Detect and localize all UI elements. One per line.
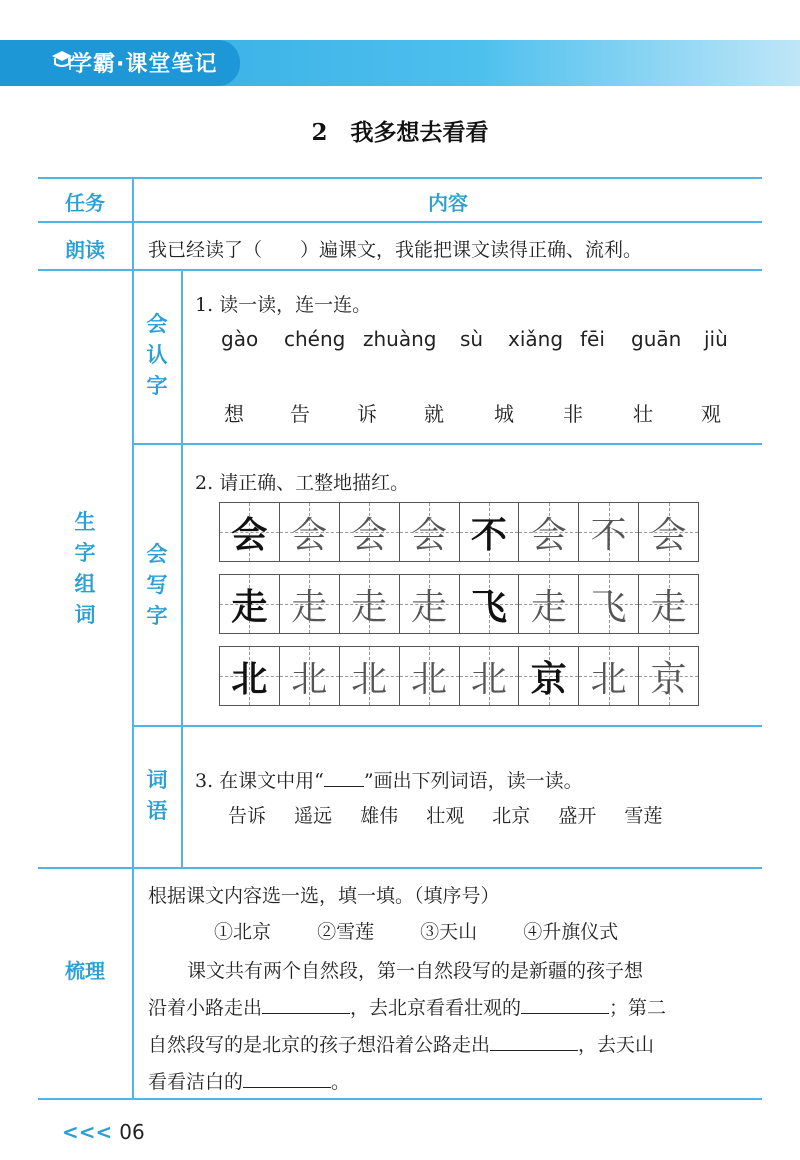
tracing-row: [219, 574, 699, 634]
hanzi-item: 就: [424, 402, 444, 426]
paragraph-line: 看看洁白的 。: [148, 1071, 351, 1093]
page-footer: [62, 1120, 145, 1144]
hanzi-item: 诉: [357, 402, 377, 426]
paragraph-line: 自然段写的是北京的孩子想沿着公路走出 ，去天山: [148, 1034, 655, 1056]
label-char: 语: [146, 799, 168, 823]
answer-blank[interactable]: [243, 1069, 331, 1088]
tracing-cell: 会: [639, 503, 698, 561]
table-border-bottom: [38, 1098, 762, 1100]
tracing-cell: 走: [639, 575, 698, 633]
label-char: 词: [146, 768, 168, 792]
pinyin-item: fēi: [580, 327, 605, 351]
table-divider: [132, 725, 762, 727]
answer-blank[interactable]: [490, 1032, 578, 1051]
lesson-title: 2 我多想去看看: [311, 119, 489, 146]
pinyin-item: sù: [460, 327, 484, 351]
word-item: 雄伟: [360, 805, 399, 827]
tracing-cell: 北: [340, 647, 400, 705]
chevrons-left-icon: <<<: [62, 1120, 113, 1144]
label-char: 会: [146, 542, 168, 566]
table-divider: [38, 221, 762, 223]
label-char: 词: [74, 603, 96, 627]
tracing-cell: 会: [220, 503, 280, 561]
option-item: ②雪莲: [317, 921, 375, 943]
tracing-cell: 北: [280, 647, 340, 705]
row-label-sort-out: 梳理: [65, 959, 105, 983]
tracing-cell: 走: [519, 575, 579, 633]
hanzi-item: 观: [701, 402, 721, 426]
tracing-cell: 京: [519, 647, 579, 705]
header-task: 任务: [65, 191, 105, 215]
tracing-cell: 北: [460, 647, 520, 705]
tracing-cell: 不: [460, 503, 520, 561]
word-item: 遥远: [294, 805, 333, 827]
tracing-cell: 不: [579, 503, 639, 561]
word-item: 北京: [492, 805, 531, 827]
label-char: 字: [74, 541, 96, 565]
sort-out-instruction: 根据课文内容选一选，填一填。（填序号）: [148, 885, 500, 907]
label-char: 组: [74, 572, 96, 596]
tracing-cell: 会: [519, 503, 579, 561]
sublabel-recognize: [142, 309, 172, 402]
pinyin-item: jiù: [704, 327, 728, 351]
pinyin-item: xiǎng: [508, 327, 564, 351]
word-item: 告诉: [228, 805, 267, 827]
tracing-cell: 走: [340, 575, 400, 633]
banner-title: 学霸·课堂笔记: [70, 52, 218, 77]
sublabel-write: [142, 539, 172, 632]
graduation-cap-icon: [50, 48, 72, 78]
word-item: 盛开: [558, 805, 597, 827]
table-col-divider: [132, 177, 134, 1100]
table-subcol-divider: [181, 269, 183, 867]
tracing-cell: 会: [280, 503, 340, 561]
tracing-cell: 飞: [579, 575, 639, 633]
label-char: 会: [146, 312, 168, 336]
table-divider: [132, 443, 762, 445]
hanzi-item: 壮: [633, 402, 653, 426]
paragraph-line: 沿着小路走出 ，去北京看看壮观的 ；第二: [148, 997, 667, 1019]
underline-sample: [324, 770, 364, 787]
tracing-cell: 北: [220, 647, 280, 705]
tracing-row: [219, 646, 699, 706]
write-instruction: 2. 请正确、工整地描红。: [195, 472, 410, 494]
hanzi-item: 想: [224, 402, 244, 426]
sort-out-options: [214, 917, 658, 944]
tracing-cell: 走: [280, 575, 340, 633]
hanzi-item: 城: [494, 402, 514, 426]
sublabel-words: [142, 765, 172, 827]
pinyin-item: chéng: [284, 327, 346, 351]
read-aloud-text: 我已经读了（ ）遍课文，我能把课文读得正确、流利。: [148, 239, 643, 261]
tracing-row: [219, 502, 699, 562]
label-char: 认: [146, 343, 168, 367]
tracing-cell: 北: [400, 647, 460, 705]
tracing-cell: 北: [579, 647, 639, 705]
table-divider: [38, 867, 762, 869]
hanzi-item: 非: [563, 402, 583, 426]
table-divider: [38, 269, 762, 271]
answer-blank[interactable]: [262, 995, 350, 1014]
answer-blank[interactable]: [521, 995, 609, 1014]
top-banner: [0, 40, 800, 86]
paragraph-line: 课文共有两个自然段，第一自然段写的是新疆的孩子想: [187, 960, 644, 982]
pinyin-item: zhuàng: [363, 327, 437, 351]
pinyin-item: guān: [631, 327, 682, 351]
table-border-top: [38, 177, 762, 179]
label-char: 写: [146, 573, 168, 597]
tracing-cell: 飞: [460, 575, 520, 633]
tracing-cell: 走: [220, 575, 280, 633]
tracing-cell: 会: [340, 503, 400, 561]
option-item: ③天山: [420, 921, 478, 943]
label-char: 生: [74, 510, 96, 534]
word-item: 雪莲: [624, 805, 663, 827]
word-item: 壮观: [426, 805, 465, 827]
option-item: ④升旗仪式: [523, 921, 619, 943]
tracing-cell: 会: [400, 503, 460, 561]
option-item: ①北京: [214, 921, 272, 943]
header-content: 内容: [428, 191, 468, 215]
row-label-read-aloud: 朗读: [65, 238, 105, 262]
hanzi-item: 告: [290, 402, 310, 426]
label-char: 字: [146, 374, 168, 398]
words-instruction: 3. 在课文中用“ ”画出下列词语，读一读。: [195, 770, 583, 792]
recognize-instruction: 1. 读一读，连一连。: [195, 294, 372, 316]
label-char: 字: [146, 604, 168, 628]
page-number: 06: [119, 1120, 145, 1144]
tracing-cell: 京: [639, 647, 698, 705]
pinyin-item: gào: [221, 327, 259, 351]
row-label-characters: [70, 507, 100, 631]
word-list: [228, 801, 684, 828]
tracing-cell: 走: [400, 575, 460, 633]
